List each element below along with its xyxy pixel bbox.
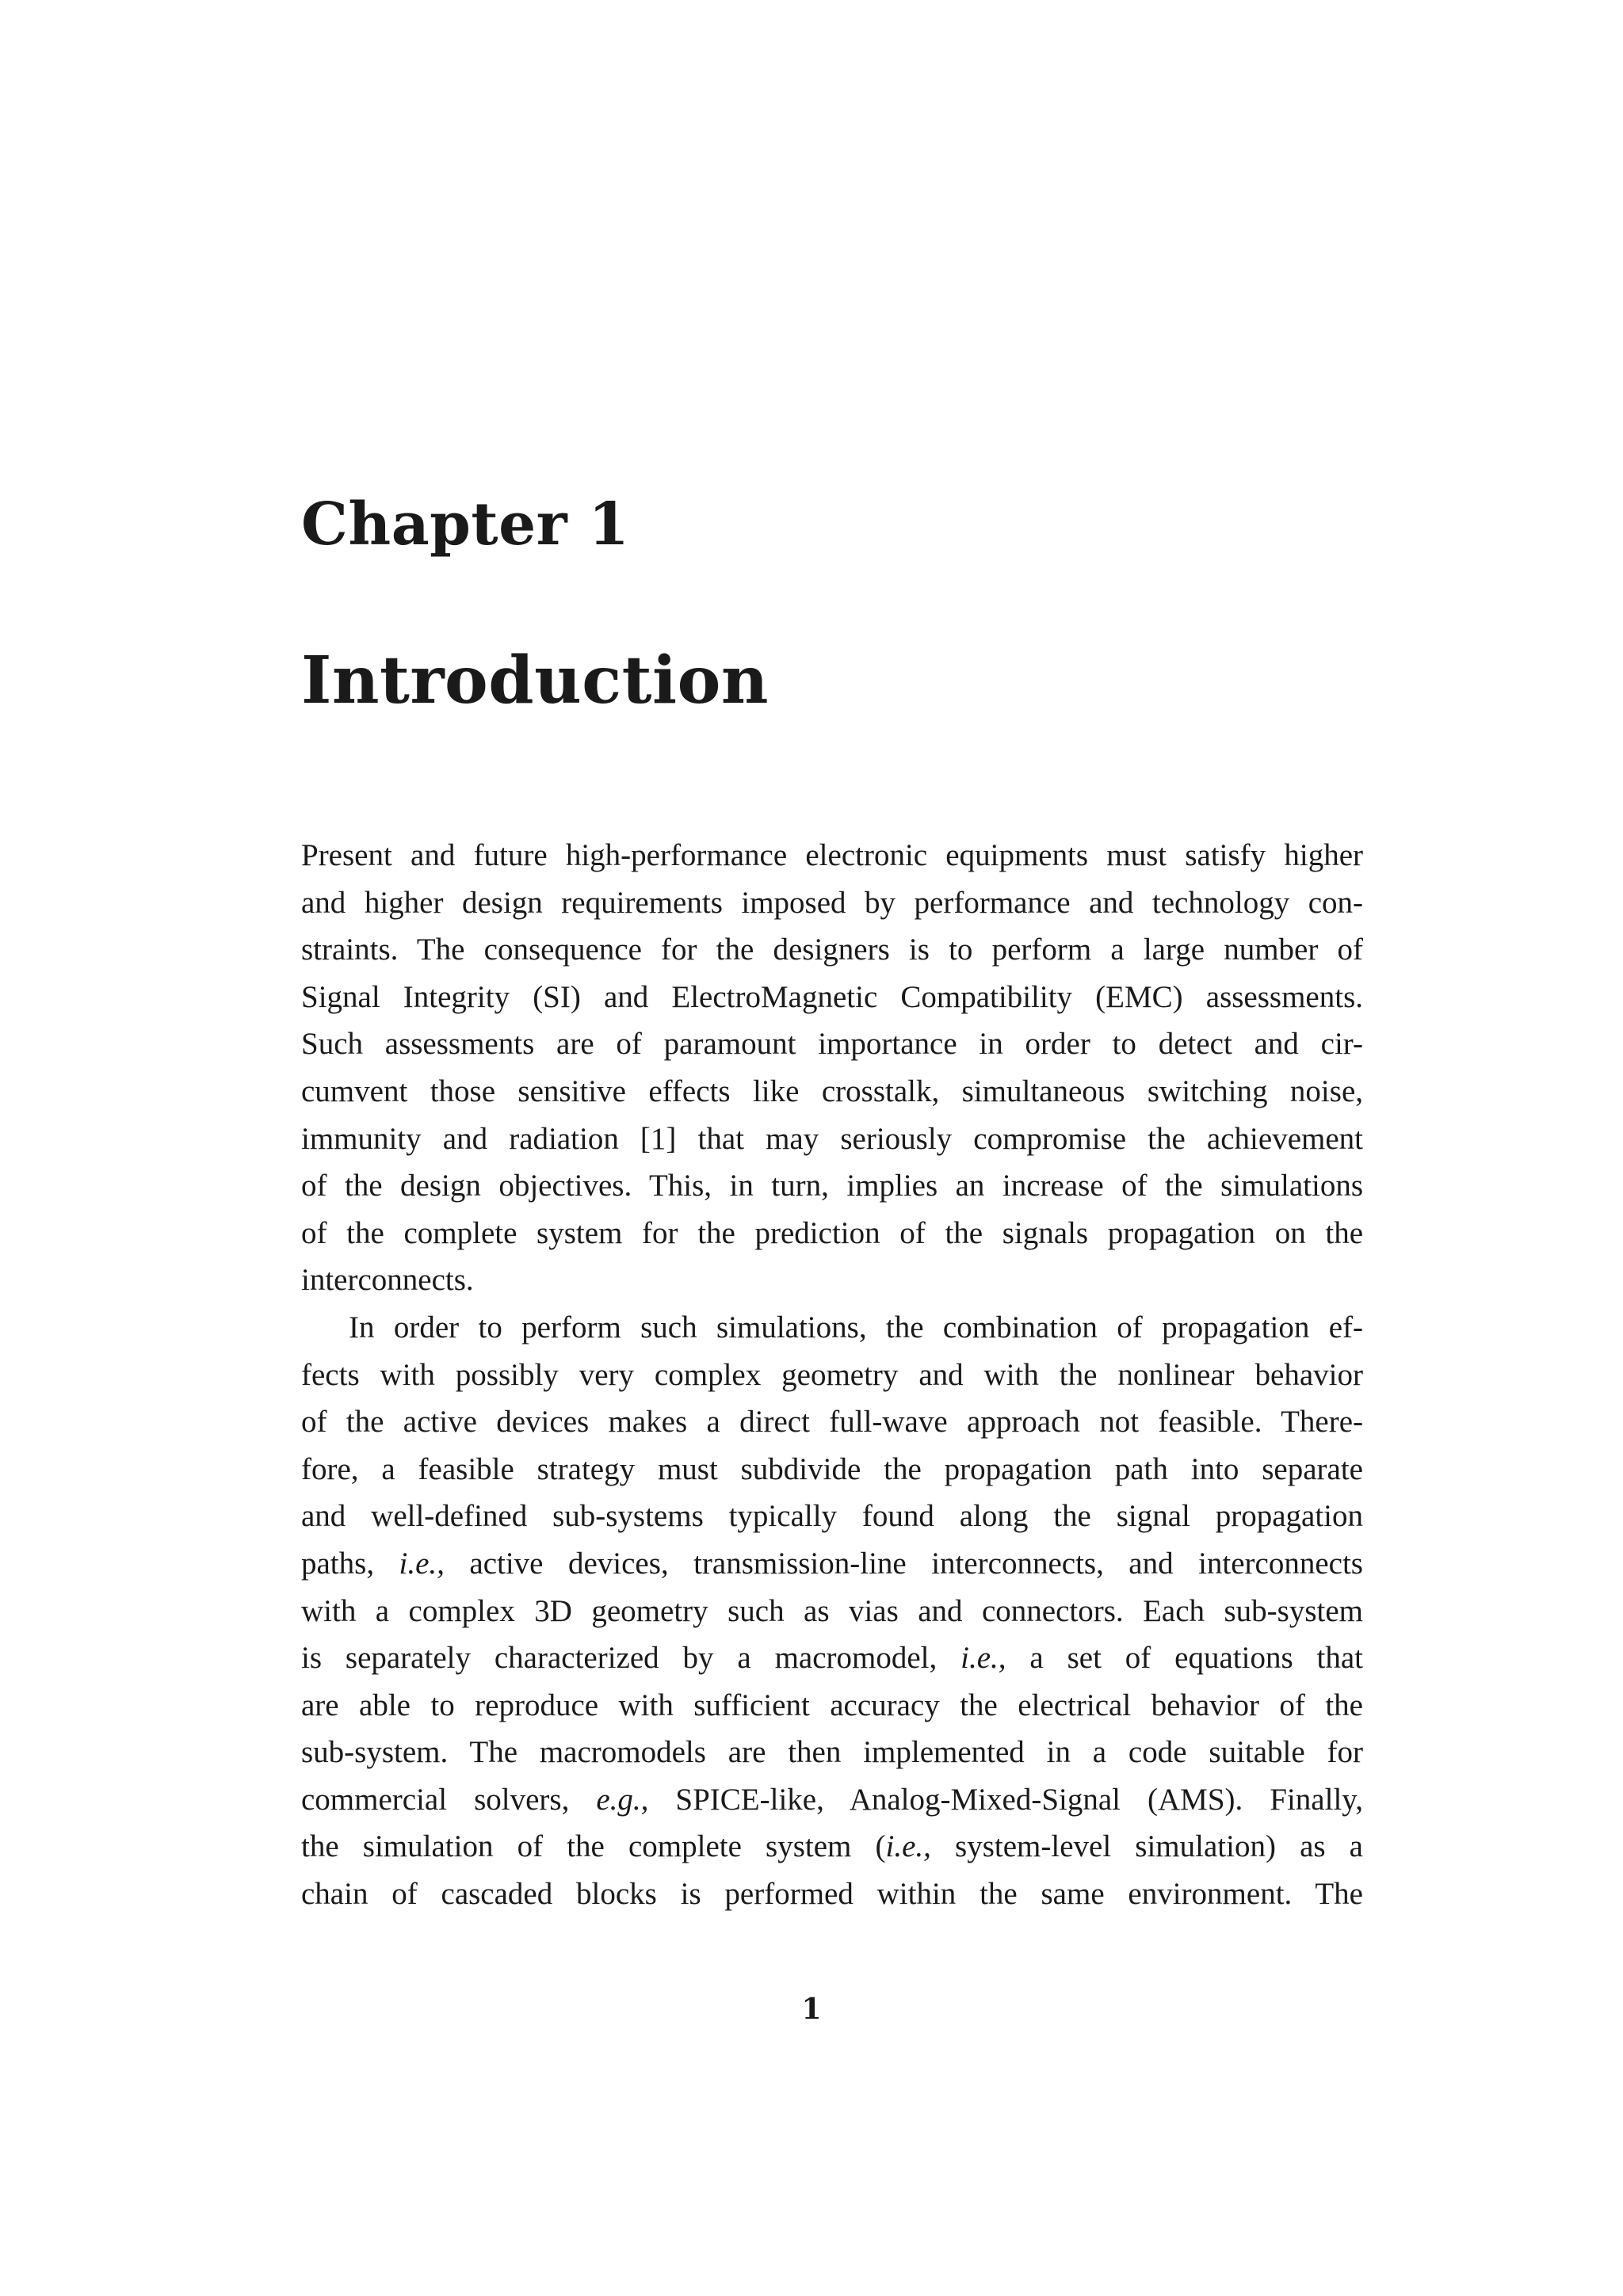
body-text xyxy=(301,832,1363,1918)
text-line: sub-system. The macromodels are then implemented in a code suitable for xyxy=(301,1735,1363,1770)
chapter-title: Introduction xyxy=(301,643,769,719)
text-line: paths, i.e., active devices, transmission-line interconnects, and interconnects xyxy=(301,1546,1363,1581)
text-line: of the complete system for the prediction of the signals propagation on the xyxy=(301,1215,1363,1250)
text-line: with a complex 3D geometry such as vias and connectors. Each sub-system xyxy=(301,1593,1363,1628)
text-line: of the active devices makes a direct full-wave approach not feasible. There- xyxy=(301,1405,1363,1440)
chapter-label: Chapter 1 xyxy=(301,490,630,559)
text-line: commercial solvers, e.g., SPICE-like, Analog-Mixed-Signal (AMS). Finally, xyxy=(301,1782,1363,1817)
text-line: straints. The consequence for the designers is to perform a large number of xyxy=(301,933,1363,967)
text-line: In order to perform such simulations, the combination of propagation ef- xyxy=(349,1310,1363,1344)
text-line: and higher design requirements imposed by performance and technology con- xyxy=(301,885,1363,920)
text-line: of the design objectives. This, in turn, implies an increase of the simulations xyxy=(301,1169,1363,1203)
text-line: and well-defined sub-systems typically found along the signal propagation xyxy=(301,1499,1363,1534)
text-line: immunity and radiation [1] that may seriously compromise the achievement xyxy=(301,1121,1363,1156)
text-line: Signal Integrity (SI) and ElectroMagnetic Compatibility (EMC) assessments. xyxy=(301,979,1363,1014)
text-line: Present and future high-performance electronic equipments must satisfy higher xyxy=(301,838,1363,872)
page-number: 1 xyxy=(801,1993,822,2026)
text-line: the simulation of the complete system (i.e., system-level simulation) as a xyxy=(301,1829,1363,1864)
text-line: chain of cascaded blocks is performed within the same environment. The xyxy=(301,1877,1363,1912)
text-line: fore, a feasible strategy must subdivide the propagation path into separate xyxy=(301,1451,1363,1486)
text-line: are able to reproduce with sufficient accuracy the electrical behavior of the xyxy=(301,1688,1363,1722)
text-line: fects with possibly very complex geometry and with the nonlinear behavior xyxy=(301,1357,1363,1392)
text-line: Such assessments are of paramount importance in order to detect and cir- xyxy=(301,1027,1363,1062)
text-line: cumvent those sensitive effects like crosstalk, simultaneous switching noise, xyxy=(301,1074,1363,1108)
text-line: is separately characterized by a macromodel, i.e., a set of equations that xyxy=(301,1641,1363,1676)
text-line: interconnects. xyxy=(301,1263,474,1298)
